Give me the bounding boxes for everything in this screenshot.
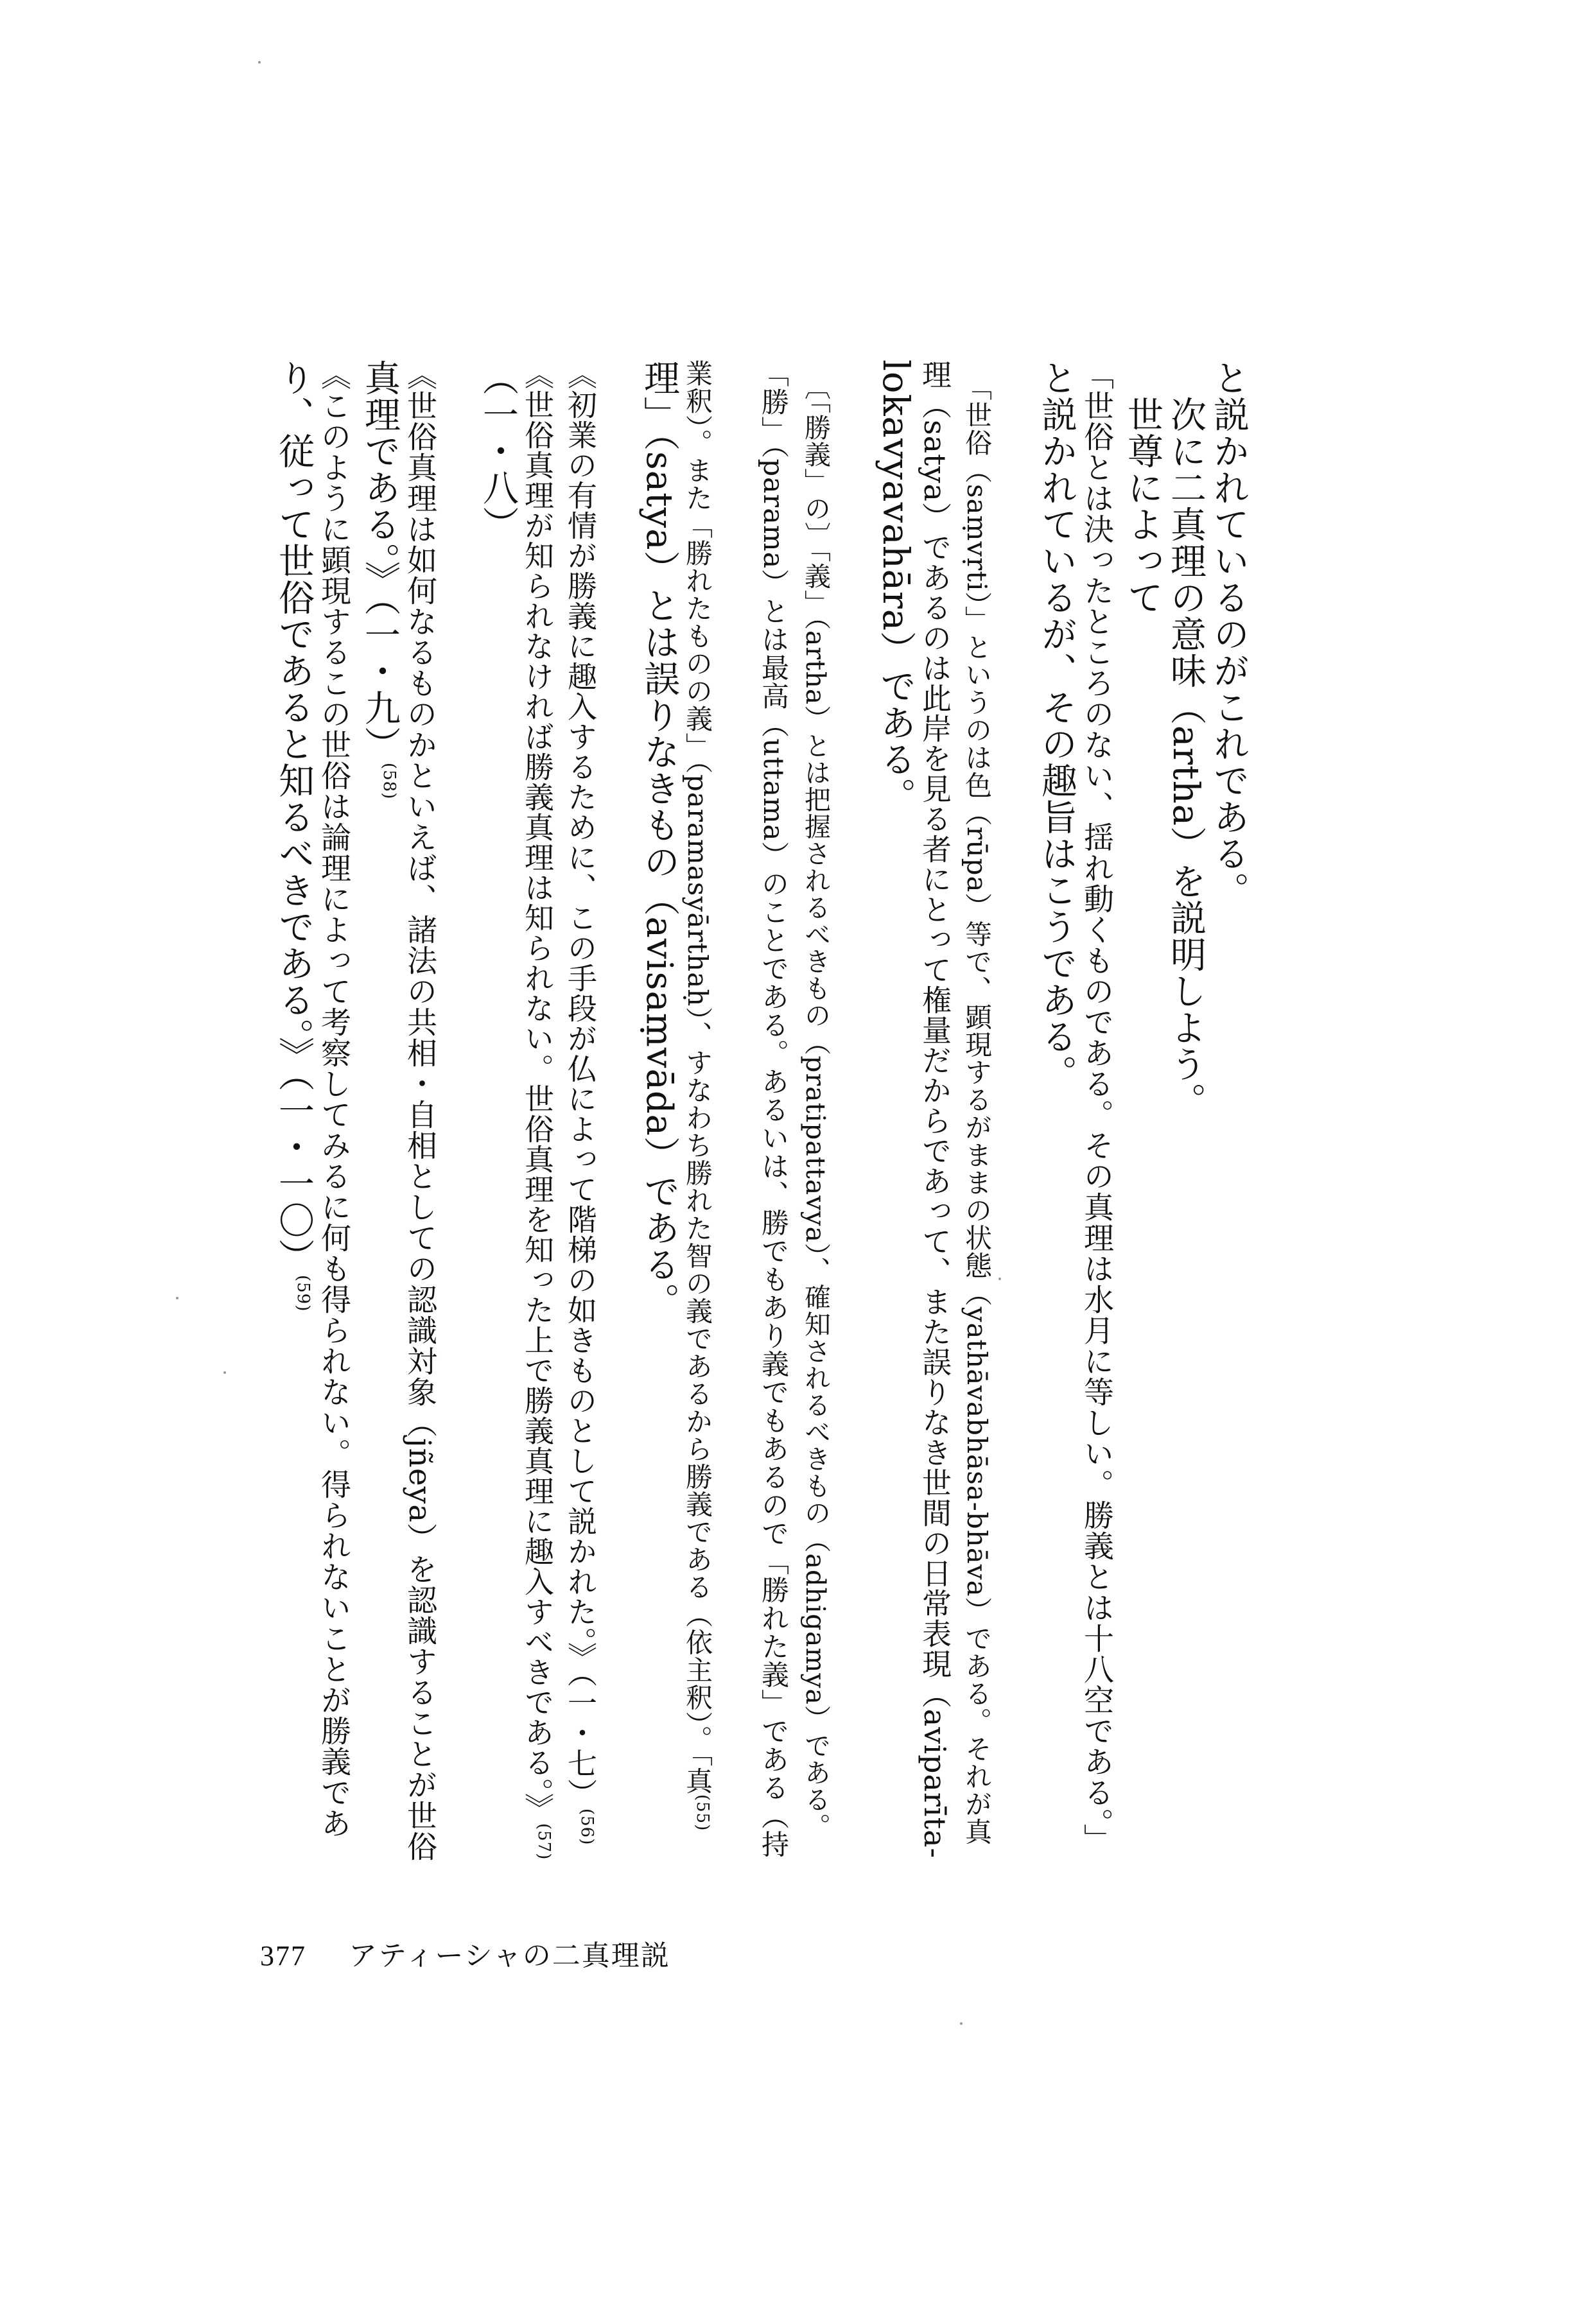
- text-line: 「勝」（parama）とは最高（uttama）のことである。あるいは、勝でもあり義でもあるので「勝れた義」である（持: [757, 360, 789, 1859]
- text-line: 「世俗とは決ったところのない、揺れ動くものである。その真理は水月に等しい。勝義とは十八空である。」: [1079, 360, 1114, 1855]
- text-line: り、従って世俗であると知るべきである。》（一・一〇）: [273, 360, 315, 1275]
- text-column-4: [1079, 360, 1114, 1855]
- text-column-13: [563, 360, 598, 1846]
- scan-speck: [258, 61, 261, 64]
- footnote-marker: (56): [577, 1808, 597, 1846]
- text-column-12: [638, 360, 680, 1320]
- text-line: 次に二真理の意味（artha）を説明しよう。: [1165, 360, 1207, 1120]
- text-column-10: [759, 360, 787, 1859]
- footnote-marker: (58): [379, 763, 399, 800]
- footnote-marker: (59): [293, 1275, 313, 1312]
- text-column-15: [477, 360, 519, 542]
- text-column-1: [1208, 360, 1250, 908]
- text-column-11: [684, 360, 711, 1832]
- text-line: 世尊によって: [1122, 360, 1163, 616]
- text-column-6: [961, 360, 993, 1846]
- text-column-19: [273, 360, 315, 1312]
- scan-speck: [960, 2022, 963, 2025]
- text-line: と説かれているが、その趣旨はこうである。: [1036, 360, 1077, 1091]
- text-column-9: [800, 360, 831, 1840]
- scan-speck: [223, 1371, 226, 1374]
- scan-speck: [998, 1278, 1001, 1280]
- text-column-17: [359, 360, 401, 800]
- text-line: 《世俗真理は如何なるものかといえば、諸法の共相・自相としての認識対象（jñeya）を認識することが世俗: [402, 360, 437, 1862]
- page-number: 377: [260, 1940, 306, 1972]
- text-line: 《世俗真理が知られなければ勝義真理は知られない。世俗真理を知った上で勝義真理に趣入すべきである。》: [520, 360, 555, 1823]
- text-column-7: [920, 360, 950, 1859]
- text-line: 理」（satya）とは誤りなきもの（avisaṃvāda）である。: [638, 360, 680, 1320]
- running-title: アティーシャの二真理説: [349, 1939, 670, 1972]
- text-line: lokavyavahāra）である。: [875, 360, 916, 815]
- text-line: （一・八）: [477, 360, 519, 542]
- text-line: 真理である。》（一・九）: [359, 360, 401, 763]
- text-line: 理（satya）であるのは此岸を見る者にとって権量だからであって、また誤りなき世間の日常表現（aviparīta-: [918, 360, 952, 1859]
- text-column-14: [520, 360, 555, 1860]
- footnote-marker: (55): [693, 1794, 712, 1832]
- text-line: 〔「勝義」の〕「義」（artha）とは把握されるべきもの（pratipattavya）、確知されるべきもの（adhigamya）である。: [800, 360, 831, 1840]
- footnote-marker: (57): [534, 1823, 553, 1860]
- text-column-8: [875, 360, 916, 815]
- scan-speck: [176, 1297, 179, 1299]
- page-footer: [260, 1932, 670, 1973]
- text-column-2: [1165, 360, 1207, 1120]
- text-column-3: [1122, 360, 1163, 616]
- text-column-16: [402, 360, 437, 1862]
- text-line: 《初業の有情が勝義に趣入するために、この手段が仏によって階梯の如きものとして説かれた。》（一・七）: [563, 360, 598, 1808]
- text-line: 《このように顕現するこの世俗は論理によって考察してみるに何も得られない。得られないことが勝義であ: [316, 360, 351, 1839]
- text-column-18: [318, 360, 349, 1839]
- text-line: と説かれているのがこれである。: [1208, 360, 1250, 908]
- text-column-5: [1036, 360, 1077, 1091]
- text-line: 業釈）。また「勝れたものの義」（paramasyārthaḥ）、すなわち勝れた智の義であるから勝義である（依主釈）。「真: [682, 360, 713, 1795]
- text-line: 「世俗（saṃvṛti）」というのは色（rūpa）等で、顕現するがままの状態（yathāvabhāsa-bhāva）である。それが真: [961, 360, 993, 1846]
